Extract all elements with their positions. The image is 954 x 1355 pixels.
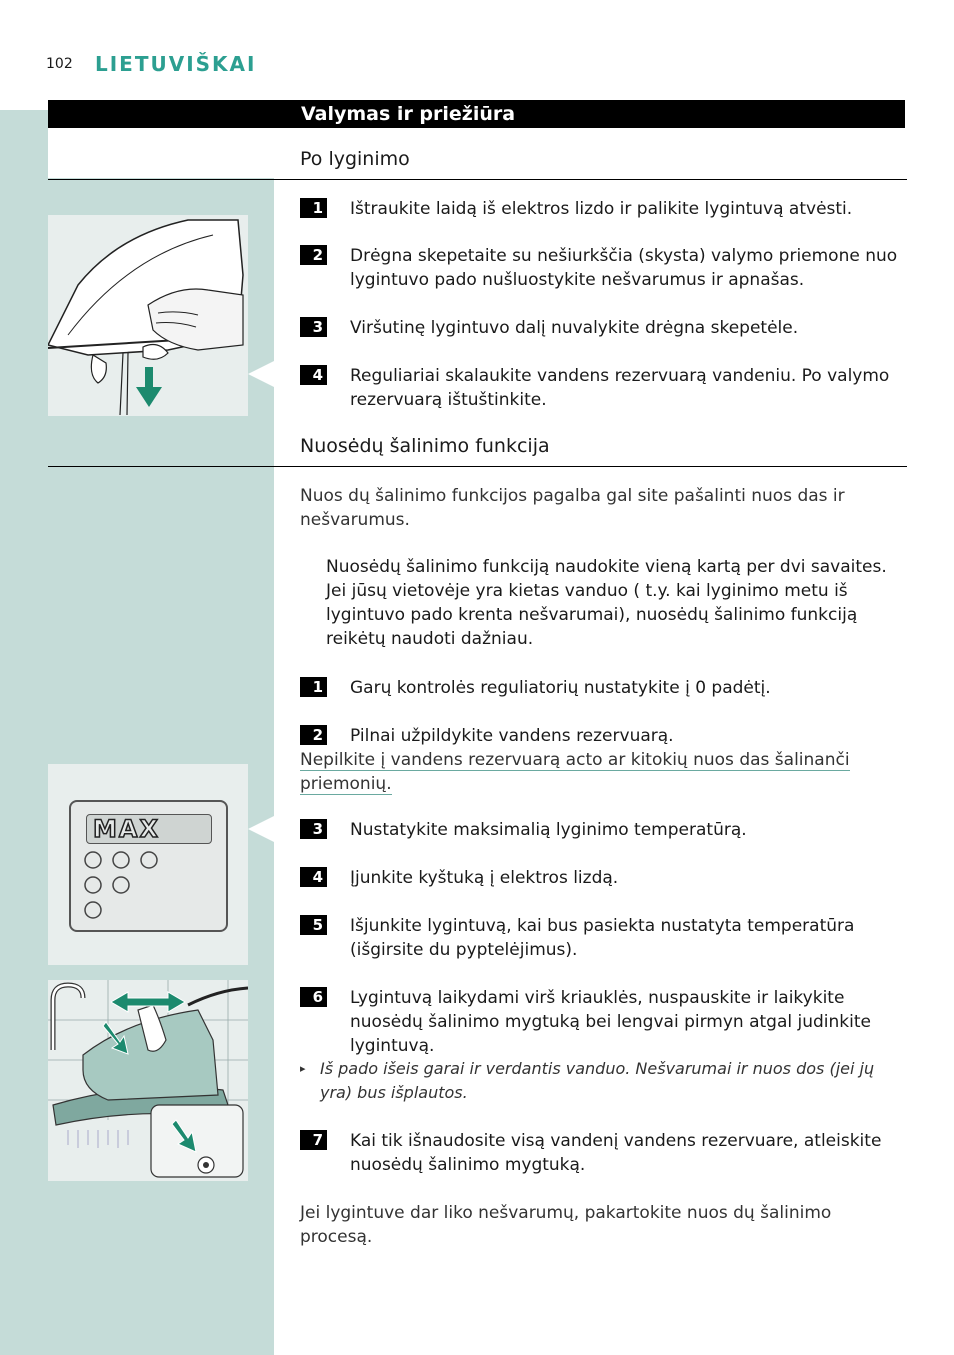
after-step-2 (300, 244, 907, 292)
step-text: Pilnai užpildykite vandens rezervuarą. (350, 726, 674, 746)
calc-step-7 (300, 1129, 907, 1177)
after-step-4 (300, 364, 907, 412)
step-number: 7 (300, 1130, 327, 1150)
calc-step-3 (300, 818, 907, 842)
calc-step-2 (300, 724, 907, 748)
subsection-title-calc-clean: Nuosėdų šalinimo funkcija (300, 435, 550, 457)
sidebar-gap (48, 128, 274, 178)
panel-buttons-icon (81, 850, 171, 925)
subsection-rule (48, 179, 907, 180)
step-text: Reguliariai skalaukite vandens rezervuarą vandeniu. Po valymo rezervuarą ištuštinkite. (350, 366, 890, 410)
page-number: 102 (46, 56, 73, 72)
bullet-text: Iš pado išeis garai ir verdantis vanduo. Nešvarumai ir nuos dos (jei jų yra) bus išplautos. (320, 1059, 875, 1102)
max-label: MAX (93, 815, 160, 843)
step-number: 2 (300, 725, 327, 745)
max-panel-illustration (48, 764, 248, 965)
step-text: Nustatykite maksimalią lyginimo temperatūrą. (350, 820, 747, 840)
subsection-rule (48, 466, 907, 467)
step-number: 6 (300, 987, 327, 1007)
note-text: Nepilkite į vandens rezervuarą acto ar kitokių nuos das šalinanči priemonių. (300, 750, 850, 794)
panel-display (86, 814, 212, 844)
calc-result-bullet (300, 1057, 907, 1105)
calc-clean-illustration (48, 980, 248, 1181)
step-text: Lygintuvą laikydami virš kriauklės, nuspauskite ir laikykite nuosėdų šalinimo mygtuką bei lengvai pirmyn atgal judinkite lygintuvą. (350, 988, 871, 1056)
step-text: Viršutinę lygintuvo dalį nuvalykite drėgna skepetėle. (350, 318, 799, 338)
iron-over-sink-icon (48, 980, 248, 1181)
step-number: 4 (300, 365, 327, 385)
step-text: Įjunkite kyštuką į elektros lizdą. (350, 868, 619, 888)
step-text: Ištraukite laidą iš elektros lizdo ir palikite lygintuvą atvėsti. (350, 199, 853, 219)
step-number: 5 (300, 915, 327, 935)
illustration-pointer (248, 361, 274, 387)
subsection-title-after-ironing: Po lyginimo (300, 148, 410, 170)
language-label: LIETUVIŠKAI (95, 52, 257, 76)
calc-frequency-text: Nuosėdų šalinimo funkciją naudokite vieną kartą per dvi savaites. Jei jūsų vietovėje yra kietas vanduo ( t.y. kai lyginimo metu iš lygintuvo pado krenta nešvarumai), nuosėdų šalinimo funkciją reikėtų naudoti dažniau. (326, 557, 887, 649)
calc-repeat-text: Jei lygintuve dar liko nešvarumų, pakartokite nuos dų šalinimo procesą. (300, 1203, 832, 1247)
calc-intro-text: Nuos dų šalinimo funkcijos pagalba gal site pašalinti nuos das ir nešvarumus. (300, 486, 845, 530)
bullet-arrow-icon: ▸ (300, 1062, 306, 1075)
calc-step-6 (300, 986, 907, 1058)
step-text: Išjunkite lygintuvą, kai bus pasiekta nustatyta temperatūra (išgirsite du pyptelėjimus). (350, 916, 855, 960)
step-number: 3 (300, 317, 327, 337)
step-number: 1 (300, 677, 327, 697)
step-number: 4 (300, 867, 327, 887)
calc-warning-note (300, 748, 860, 796)
control-panel (69, 800, 228, 932)
after-step-3 (300, 316, 907, 340)
section-title: Valymas ir priežiūra (301, 103, 516, 125)
section-header-bar (48, 100, 905, 128)
calc-step-5 (300, 914, 907, 962)
step-text: Garų kontrolės reguliatorių nustatykite į 0 padėtį. (350, 678, 771, 698)
iron-cleaning-illustration (48, 215, 248, 416)
step-number: 3 (300, 819, 327, 839)
step-text: Kai tik išnaudosite visą vandenį vandens rezervuare, atleiskite nuosėdų šalinimo mygtuką. (350, 1131, 882, 1175)
step-number: 1 (300, 198, 327, 218)
step-text: Drėgna skepetaite su nešiurkščia (skysta) valymo priemone nuo lygintuvo pado nušluostykite nešvarumus ir apnašas. (350, 246, 898, 290)
after-step-1 (300, 197, 907, 221)
calc-step-1 (300, 676, 907, 700)
step-number: 2 (300, 245, 327, 265)
calc-step-4 (300, 866, 907, 890)
iron-wipe-icon (48, 215, 248, 416)
illustration-pointer (248, 816, 274, 842)
